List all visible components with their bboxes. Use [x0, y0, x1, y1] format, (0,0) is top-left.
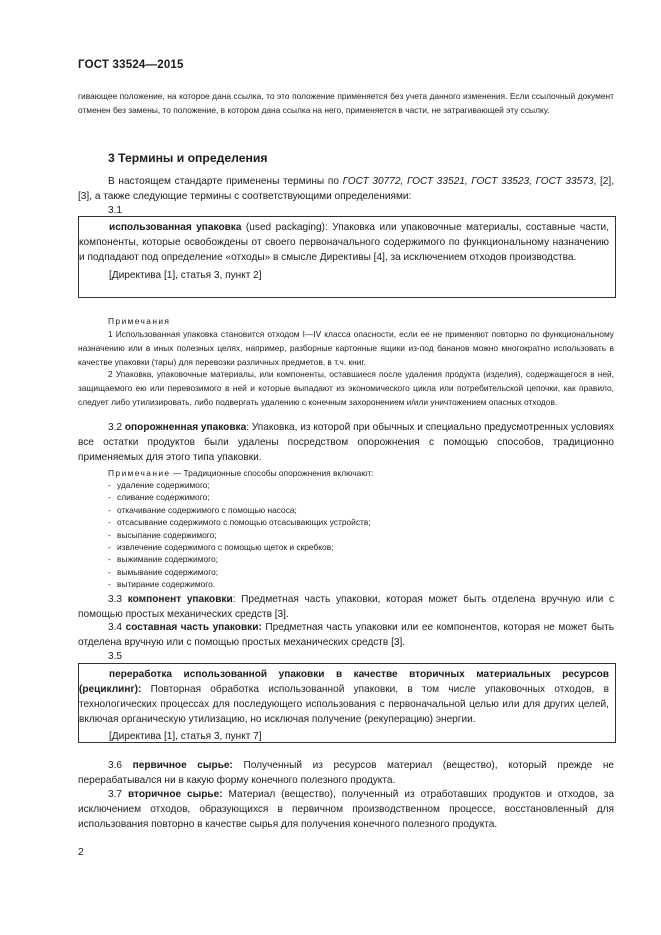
term-3-4-text: Предметная часть упаковки или ее компонентов, которая не может быть отделена вручную или с помощью простых механических средств [3].: [78, 622, 614, 648]
term-3-1-definition: [79, 217, 615, 265]
term-3-1-source: [Директива [1], статья 3, пункт 2]: [109, 270, 262, 281]
note-1: 1 Использованная упаковка становится отходом I—IV класса опасности, если ее не применяют повторно по функциональному назначению или в иных полезных целях, например, разборные картонные ящики из-под бананов можно многократно использовать в качестве упаковки (тары) для перевозки различных предметов, в т.ч. книг.: [78, 329, 614, 367]
term-3-5-definition: [79, 664, 615, 727]
term-3-3: [78, 592, 614, 622]
term-3-3-text: : Предметная часть упаковки, которая может быть отделена вручную или с помощью простых механических средств [3].: [78, 594, 614, 620]
list-item: - высыпание содержимого;: [108, 529, 588, 541]
page-number: 2: [78, 846, 84, 858]
term-3-2: [78, 420, 614, 465]
lead-prefix: В настоящем стандарте применены термины по: [108, 176, 343, 187]
list-item: - извлечение содержимого с помощью щеток и скребков;: [108, 541, 588, 553]
term-3-2-note-text: — Традиционные способы опорожнения включают:: [170, 468, 374, 478]
section-title: 3 Термины и определения: [108, 151, 268, 165]
term-3-7-term: вторичное сырье:: [127, 789, 223, 800]
term-3-2-note: [108, 466, 373, 480]
term-3-2-term: опорожненная упаковка: [124, 422, 247, 433]
term-3-7: [78, 787, 614, 832]
term-3-2-text: : Упаковка, из которой при обычных и специально предусмотренных условиях все остатки продуктов были удалены посредством опорожнения с помощью способов, традиционно применяемых для этого типа упаковки.: [78, 422, 614, 463]
section-lead: [78, 174, 614, 204]
list-item: - откачивание содержимого с помощью насоса;: [108, 504, 588, 516]
term-3-3-term: компонент упаковки: [127, 594, 233, 605]
term-3-2-number: 3.2: [108, 422, 123, 433]
intro-paragraph: гивающее положение, на которое дана ссылка, то это положение применяется без учета данного изменения. Если ссылочный документ отменен без замены, то положение, в котором дана ссылка на него, применяется в части, не затрагивающей эту ссылку.: [78, 91, 614, 115]
term-3-7-number: 3.7: [108, 789, 123, 800]
term-3-6-number: 3.6: [108, 760, 123, 771]
list-item: - удаление содержимого;: [108, 479, 588, 491]
term-3-4: [78, 620, 614, 650]
list-item: - отсасывание содержимого с помощью отсасывающих устройств;: [108, 516, 588, 528]
term-3-6: [78, 758, 614, 788]
term-3-1-box: [78, 216, 616, 298]
term-3-5-number: 3.5: [108, 651, 123, 662]
term-3-4-number: 3.4: [108, 622, 123, 633]
term-3-7-text: Материал (вещество), полученный из отработавших продуктов и отходов, за исключением отходов, образующихся в первичном производственном процессе, восстановленный для использования повторно в качестве сырья для получения конечного полезного продукта.: [78, 789, 614, 830]
term-3-3-number: 3.3: [108, 594, 123, 605]
lead-suffix: , [2], [3], а также следующие термины с соответствующими определениями:: [78, 176, 615, 202]
list-item: - вытирание содержимого.: [108, 578, 588, 590]
note-2: 2 Упаковка, упаковочные материалы, или компоненты, оставшиеся после удаления продукта (изделия), содержащегося в ней, защищаемого ею или перевозимого в ней и которые выпадают из экономического цикла или потребительской цепочки, как правило, следует либо утилизировать, либо подвергать удалению с конечным захоронением и/или уничтожением опасных отходов.: [78, 369, 614, 407]
lead-refs: ГОСТ 30772, ГОСТ 33521, ГОСТ 33523, ГОСТ 33573: [342, 176, 594, 187]
term-3-6-text: Полученный из ресурсов материал (вещество), который прежде не перерабатывался ни в какую форму конечного полезного продукта.: [78, 760, 615, 786]
emptying-methods-list: [108, 479, 588, 591]
term-3-5-text: Повторная обработка использованной упаковки, в том числе упаковочных отходов, в технологических процессах для последующего использования с первоначальной целью или для других целей, включая органическую утилизацию, но исключая получение (рекуперацию) энергии.: [79, 684, 609, 725]
term-3-1-number: 3.1: [108, 205, 123, 216]
list-item: - вымывание содержимого;: [108, 566, 588, 578]
term-3-4-term: составная часть упаковки:: [125, 622, 262, 633]
term-3-1-term: использованная упаковка: [109, 222, 242, 233]
term-3-5-source: [Директива [1], статья 3, пункт 7]: [109, 731, 262, 742]
term-3-1-text: (used packaging): Упаковка или упаковочные материалы, составные части, компоненты, которые освобождены от своего первоначального содержимого по функциональному назначению и подпадают под определение «отходы» в смысле Директивы [4], за исключением отходов производства.: [79, 222, 609, 263]
term-3-5-term: переработка использованной упаковки в качестве вторичных материальных ресурсов (рециклинг):: [79, 669, 609, 695]
notes-title: Примечания: [108, 316, 171, 326]
list-item: - выжимание содержимого;: [108, 553, 588, 565]
document-header: ГОСТ 33524—2015: [78, 59, 184, 71]
term-3-2-note-label: Примечание: [108, 468, 171, 478]
term-3-6-term: первичное сырье:: [132, 760, 233, 771]
term-3-5-box: [78, 663, 616, 743]
list-item: - сливание содержимого;: [108, 491, 588, 503]
